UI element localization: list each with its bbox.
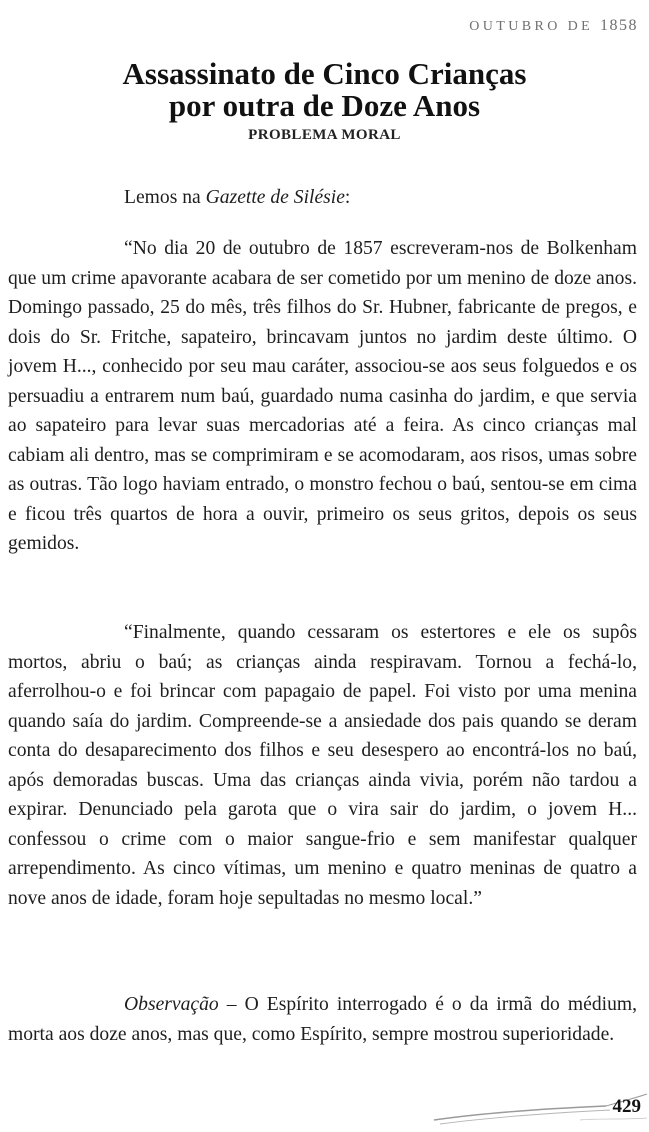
observation-text: – O Espírito interrogado é o da irmã do médium, morta aos doze anos, mas que, como Espírito, sempre mostrou superioridade. (8, 994, 637, 1045)
intro-end: : (344, 187, 351, 208)
article-title (0, 58, 649, 122)
title-line-1: Assassinato de Cinco Crianças (122, 56, 527, 91)
title-line-2: por outra de Doze Anos (168, 88, 481, 123)
intro-line (8, 183, 637, 213)
intro-source: Gazette de Silésie (205, 187, 345, 208)
intro-lead: Lemos na (124, 187, 206, 208)
paragraph-2: “Finalmente, quando cessaram os estertores e ele os supôs mortos, abriu o baú; as crianças ainda respiravam. Tornou a fechá-lo, aferrolhou-o e foi brincar com papagaio de papel. Foi visto por uma menina quando saía do jardim. Compreende-se a ansiedade dos pais quando se deram conta do desaparecimento dos filhos e seu desespero ao encontrá-los no baú, após demoradas buscas. Uma das crianças ainda vivia, porém não tardou a expirar. Denunciado pela garota que o vira sair do jardim, o jovem H... confessou o crime com o maior sangue-frio e sem manifestar qualquer arrependimento. As cinco vítimas, um menino e quatro meninas de quatro a nove anos de idade, foram hoje sepultadas no mesmo local.” (8, 622, 637, 909)
paragraph-1: “No dia 20 de outubro de 1857 escreveram-nos de Bolkenham que um crime apavorante acabara de ser cometido por um menino de doze anos. Domingo passado, 25 do mês, três filhos do Sr. Hubner, fabricante de pregos, e dois do Sr. Fritche, sapateiro, brincavam juntos no jardim deste último. O jovem H..., conhecido por seu mau caráter, associou-se aos seus folguedos e os persuadiu a entrarem num baú, guardado numa casinha do jardim, e que servia ao sapateiro para levar suas mercadorias até a feira. As cinco crianças mal cabiam ali dentro, mas se comprimiram e se acomodaram, aos risos, umas sobre as outras. Tão logo haviam entrado, o monstro fechou o baú, sentou-se em cima e ficou três quartos de hora a ouvir, primeiro os seus gritos, depois os seus gemidos. (8, 238, 637, 554)
observation-paragraph (8, 990, 637, 1049)
observation-label: Observação (124, 994, 219, 1015)
page-number: 429 (612, 1096, 641, 1117)
article-subtitle: PROBLEMA MORAL (248, 127, 401, 143)
running-header-month: OUTUBRO DE (469, 19, 594, 34)
running-header (469, 17, 638, 35)
running-header-year: 1858 (600, 17, 638, 34)
